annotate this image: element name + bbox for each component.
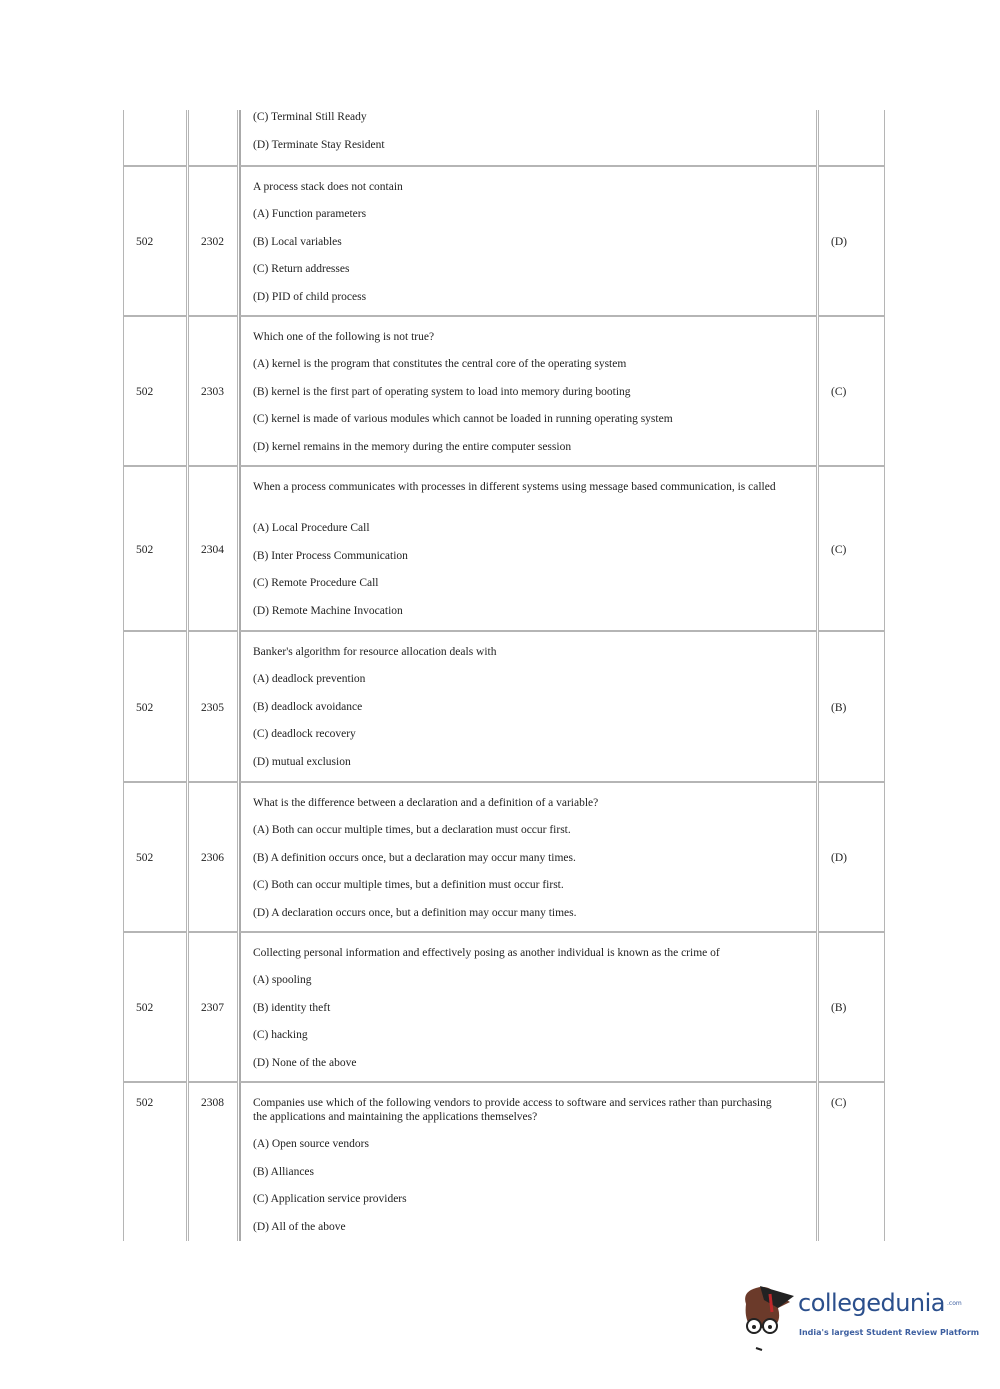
question-number-cell [188,466,238,631]
option-text: (D) PID of child process [253,291,367,304]
question-cell [239,110,817,166]
logo-brand: collegedunia [798,1289,946,1317]
option-text: (B) Inter Process Communication [253,549,408,562]
paper-code-cell [123,166,187,316]
answer-key: (C) [831,386,847,398]
table-row [123,932,885,1082]
question-number-cell [188,932,238,1082]
paper-code: 502 [136,852,154,864]
question-number-cell [188,1082,238,1241]
question-cell [239,466,817,631]
table-row [123,631,885,782]
answer-cell [818,1082,885,1241]
question-number: 2304 [201,544,224,556]
option-text: (A) deadlock prevention [253,673,366,685]
option-text: (B) A definition occurs once, but a declaration may occur many times. [253,851,576,864]
question-text: Which one of the following is not true? [253,331,435,343]
question-number: 2305 [201,702,224,714]
paper-code: 502 [136,236,154,248]
option-text: (D) Terminate Stay Resident [253,138,385,151]
paper-code-cell [123,1082,187,1241]
question-number: 2306 [201,852,224,864]
question-number: 2302 [201,236,224,248]
table-row [123,110,885,166]
paper-code-cell [123,466,187,631]
paper-code: 502 [136,544,154,556]
option-text: (D) A declaration occurs once, but a definition may occur many times. [253,907,577,920]
answer-key: (B) [831,702,847,714]
mascot-icon [738,1282,798,1352]
answer-key: (D) [831,852,847,864]
question-cell [239,631,817,782]
answer-cell [818,466,885,631]
question-text: Companies use which of the following vendors to provide access to software and services rather than purchasing the applications and maintaining the applications themselves? [253,1097,772,1123]
option-text: (B) Alliances [253,1165,314,1178]
option-text: (C) Remote Procedure Call [253,577,379,590]
question-text: What is the difference between a declaration and a definition of a variable? [253,797,599,809]
option-text: (A) Local Procedure Call [253,522,370,534]
option-text: (A) Function parameters [253,208,367,220]
answer-key: (B) [831,1002,847,1014]
option-text: (C) Return addresses [253,263,350,276]
answer-key: (C) [831,544,847,556]
table-row [123,166,885,316]
table-row [123,1082,885,1241]
option-text: (C) kernel is made of various modules which cannot be loaded in running operating system [253,413,673,426]
paper-code: 502 [136,702,154,714]
question-text: Collecting personal information and effectively posing as another individual is known as the crime of [253,947,720,959]
option-text: (D) None of the above [253,1057,357,1070]
question-number: 2303 [201,386,224,398]
answer-cell [818,110,885,166]
answer-cell [818,166,885,316]
collegedunia-logo [738,1282,1000,1352]
option-text: (C) Application service providers [253,1193,407,1206]
paper-code: 502 [136,1097,154,1109]
question-number: 2308 [201,1097,224,1109]
option-text: (C) Terminal Still Ready [253,111,367,123]
question-cell [239,166,817,316]
answer-cell [818,631,885,782]
option-text: (B) Local variables [253,235,342,248]
option-text: (D) mutual exclusion [253,756,351,769]
question-cell [239,932,817,1082]
option-text: (A) Open source vendors [253,1138,369,1150]
question-number-cell [188,631,238,782]
option-text: (C) deadlock recovery [253,728,356,741]
paper-code: 502 [136,386,154,398]
logo-suffix: .com [947,1300,962,1307]
paper-code-cell [123,782,187,932]
paper-code-cell [123,932,187,1082]
paper-code-cell [123,631,187,782]
question-number: 2307 [201,1002,224,1014]
answer-cell [818,316,885,466]
option-text: (A) spooling [253,974,312,986]
option-text: (A) Both can occur multiple times, but a declaration must occur first. [253,824,571,836]
option-text: (C) Both can occur multiple times, but a definition must occur first. [253,879,564,892]
option-text: (B) identity theft [253,1001,331,1014]
table-row [123,466,885,631]
answer-cell [818,932,885,1082]
option-text: (B) kernel is the first part of operating system to load into memory during booting [253,385,631,398]
option-text: (D) kernel remains in the memory during the entire computer session [253,441,572,454]
answer-cell [818,782,885,932]
question-text: When a process communicates with processes in different systems using message based communication, is called [253,481,776,493]
logo-tagline: India's largest Student Review Platform [799,1328,980,1337]
option-text: (D) Remote Machine Invocation [253,605,403,618]
question-number-cell [188,166,238,316]
logo-brandline [798,1288,962,1318]
question-cell [239,316,817,466]
question-number-cell [188,110,238,166]
paper-code-cell [123,110,187,166]
table-row [123,782,885,932]
answer-key: (C) [831,1097,847,1109]
paper-code-cell [123,316,187,466]
option-text: (B) deadlock avoidance [253,700,363,713]
question-cell [239,782,817,932]
option-text: (D) All of the above [253,1221,346,1234]
paper-code: 502 [136,1002,154,1014]
answer-key: (D) [831,236,847,248]
question-text: Banker's algorithm for resource allocation deals with [253,646,497,658]
question-number-cell [188,316,238,466]
table-row [123,316,885,466]
question-number-cell [188,782,238,932]
question-cell [239,1082,817,1241]
option-text: (A) kernel is the program that constitutes the central core of the operating system [253,358,627,370]
option-text: (C) hacking [253,1029,308,1042]
question-text: A process stack does not contain [253,181,403,193]
